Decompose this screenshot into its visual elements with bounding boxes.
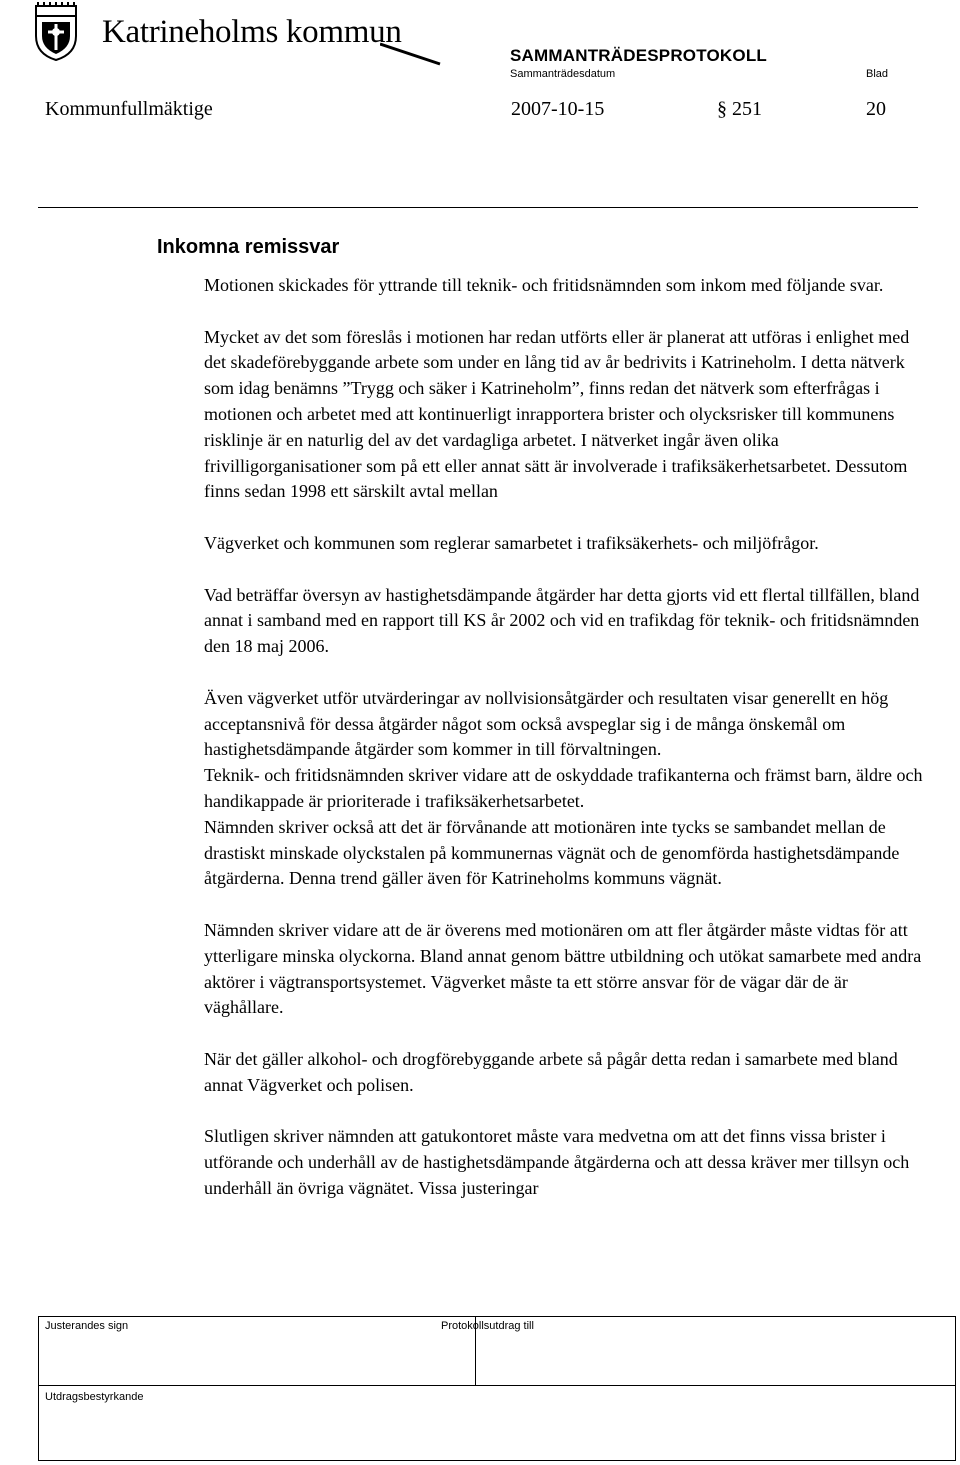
paragraph: Teknik- och fritidsnämnden skriver vidare att de oskyddade trafikanterna och främst barn, äldre och handikappade är prioriterade i trafiksäkerhetsarbetet. xyxy=(204,765,923,811)
document-type: SAMMANTRÄDESPROTOKOLL xyxy=(510,46,767,65)
coat-of-arms-icon xyxy=(30,2,82,62)
paragraph: Nämnden skriver vidare att de är överens med motionären om att fler åtgärder måste vidtas för att ytterligare minska olyckorna. Bland annat genom bättre utbildning och utökat samarbete med andra aktörer i vägtransportsystemet. Vägverket måste ta ett större ansvar för de vägar där de är väghållare. xyxy=(204,919,922,1018)
paragraph: Slutligen skriver nämnden att gatukontoret måste vara medvetna om att det finns vissa brister i utförande och underhåll av de hastighetsdämpande åtgärderna och att dessa kräver mer tillsyn och underhåll än övriga vägnätet. Vissa justeringar xyxy=(204,1126,910,1198)
paragraph: Nämnden skriver också att det är förvånande att motionären inte tycks se sambandet mellan de drastiskt minskade olyckstalen på kommunernas vägnät och de genomförda hastighetsdämpande åtgärderna. Denna trend gäller även för Katrineholms kommuns vägnät. xyxy=(204,816,900,889)
utdragsbestyrkande-label: Utdragsbestyrkande xyxy=(45,1391,144,1403)
page-label: Blad xyxy=(866,68,889,80)
paragraph: Motionen skickades för yttrande till teknik- och fritidsnämnden som inkom med följande svar. xyxy=(204,275,884,295)
justerandes-sign-label: Justerandes sign xyxy=(45,1320,129,1332)
section-content xyxy=(204,273,924,1202)
paragraph-number: § 251 xyxy=(717,98,762,120)
paragraph: Vägverket och kommunen som reglerar samarbetet i trafiksäkerhets- och miljöfrågor. xyxy=(204,532,819,553)
body-name: Kommunfullmäktige xyxy=(45,98,213,120)
meeting-date: 2007-10-15 xyxy=(511,98,605,120)
section-heading: Inkomna remissvar xyxy=(157,236,340,258)
paragraph: Mycket av det som föreslås i motionen har redan utförts eller är planerat att utföras i enlighet med det skadeförebyggande arbete som under en lång tid av år bedrivits i Katrineholm. I detta nätverk som idag benämns ”Trygg och säker i Katrineholm”, finns redan det nätverk som efterfrågas i motionen och arbetet med att kontinuerligt inrapportera brister och olycksrisker till kommunens risklinje är en naturlig del av det vardagliga arbetet. I nätverket ingår även olika frivilligorganisationer som på ett eller annat sätt är involverade i trafiksäkerhetsarbetet. Dessutom finns sedan 1998 ett särskilt avtal mellan xyxy=(204,326,910,502)
meeting-date-label: Sammanträdesdatum xyxy=(510,68,616,80)
protokollsutdrag-label: Protokollsutdrag till xyxy=(441,1320,534,1332)
header-divider xyxy=(38,207,918,208)
paragraph: När det gäller alkohol- och drogförebyggande arbete så pågår detta redan i samarbete med bland annat Vägverket och polisen. xyxy=(204,1048,898,1095)
logo-swoosh-icon xyxy=(380,38,450,68)
signature-row-divider xyxy=(39,1385,955,1386)
signature-box xyxy=(38,1316,956,1461)
page-number: 20 xyxy=(866,98,886,120)
municipality-name: Katrineholms kommun xyxy=(102,14,402,50)
paragraph: Även vägverket utför utvärderingar av nollvisionsåtgärder och resultaten visar generellt en hög acceptansnivå för dessa åtgärder något som också avspeglar sig i de många önskemål om hastighetsdämpande åtgärder som kommer in till förvaltningen. xyxy=(204,687,889,760)
paragraph: Vad beträffar översyn av hastighetsdämpande åtgärder har detta gjorts vid ett flertal tillfällen, bland annat i samband med en rapport till KS år 2002 och vid en trafikdag för teknik- och fritidsnämnden den 18 maj 2006. xyxy=(204,584,920,657)
